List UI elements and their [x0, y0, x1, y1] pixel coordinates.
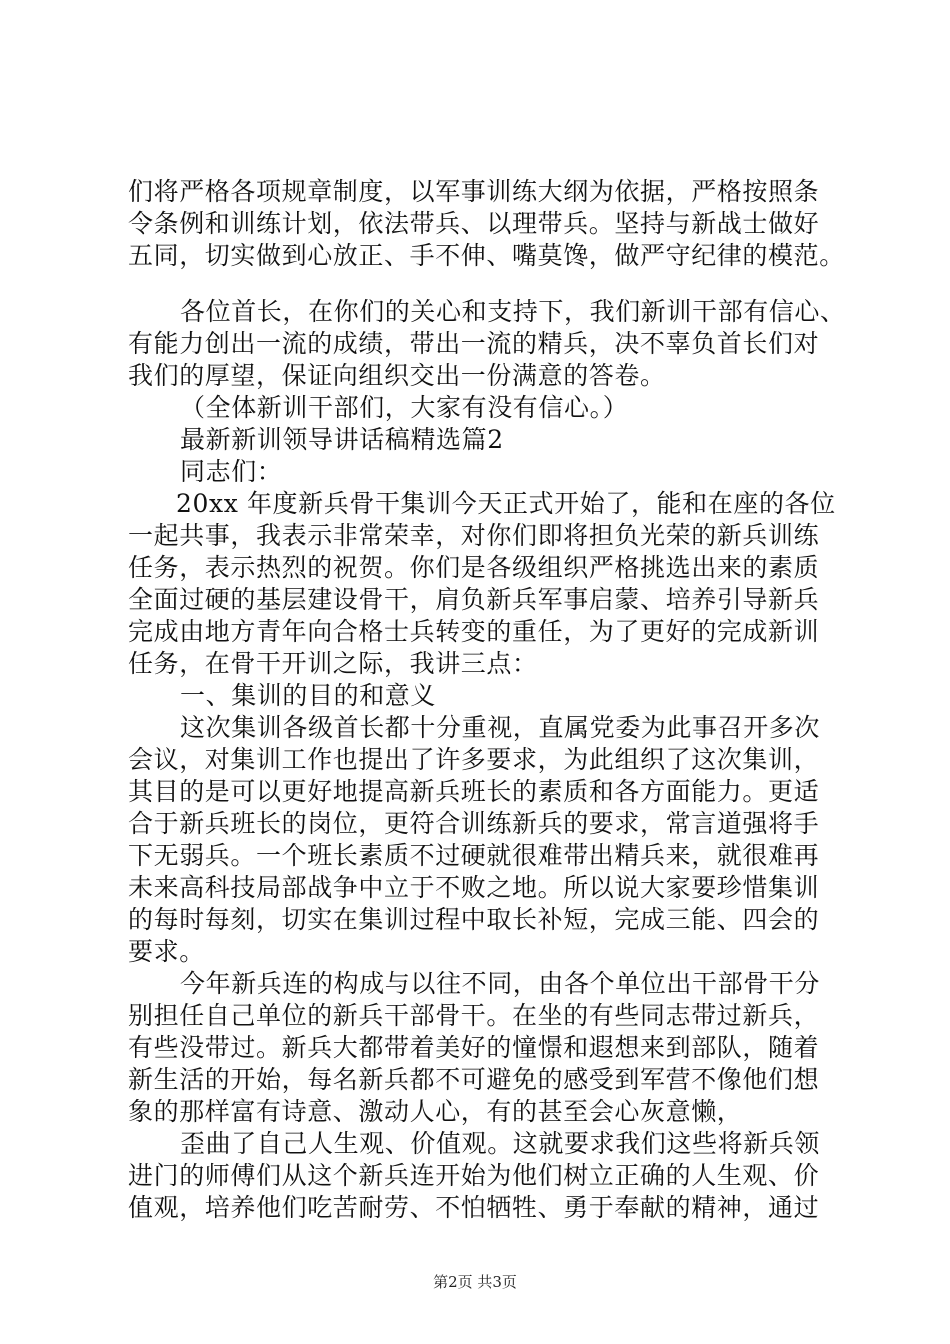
section-heading: 最新新训领导讲话稿精选篇2 — [180, 425, 504, 454]
text-line: （全体新训干部们，大家有没有信心。） — [180, 393, 629, 422]
text-line: 令条例和训练计划，依法带兵、以理带兵。坚持与新战士做好 — [128, 209, 820, 238]
text-line: 任务，表示热烈的祝贺。你们是各级组织严格挑选出来的素质 — [128, 553, 820, 582]
text-line: 歪曲了自己人生观、价值观。这就要求我们这些将新兵领 — [180, 1129, 821, 1158]
text-line: 20xx 年度新兵骨干集训今天正式开始了，能和在座的各位 — [176, 489, 836, 518]
text-line: 要求。 — [128, 937, 205, 966]
text-line: 们将严格各项规章制度，以军事训练大纲为依据，严格按照条 — [128, 177, 820, 206]
text-line: 象的那样富有诗意、激动人心，有的甚至会心灰意懒， — [128, 1097, 743, 1126]
subsection-heading: 一、集训的目的和意义 — [180, 681, 437, 710]
text-line: 会议，对集训工作也提出了许多要求，为此组织了这次集训， — [128, 745, 820, 774]
text-line: 值观，培养他们吃苦耐劳、不怕牺牲、勇于奉献的精神，通过 — [128, 1193, 820, 1222]
text-line: 我们的厚望，保证向组织交出一份满意的答卷。 — [128, 361, 666, 390]
text-line: 这次集训各级首长都十分重视，直属党委为此事召开多次 — [180, 713, 821, 742]
text-line: 今年新兵连的构成与以往不同，由各个单位出干部骨干分 — [180, 969, 821, 998]
text-line: 合于新兵班长的岗位，更符合训练新兵的要求，常言道强将手 — [128, 809, 820, 838]
text-line: 别担任自己单位的新兵干部骨干。在坐的有些同志带过新兵， — [128, 1001, 820, 1030]
text-line: 有能力创出一流的成绩，带出一流的精兵，决不辜负首长们对 — [128, 329, 820, 358]
page-number-footer: 第2页 共3页 — [433, 1273, 517, 1291]
text-line: 新生活的开始，每名新兵都不可避免的感受到军营不像他们想 — [128, 1065, 820, 1094]
text-line: 任务，在骨干开训之际，我讲三点： — [128, 649, 538, 678]
text-line: 其目的是可以更好地提高新兵班长的素质和各方面能力。更适 — [128, 777, 820, 806]
text-line: 未来高科技局部战争中立于不败之地。所以说大家要珍惜集训 — [128, 873, 820, 902]
text-line: 进门的师傅们从这个新兵连开始为他们树立正确的人生观、价 — [128, 1161, 820, 1190]
text-line: 各位首长，在你们的关心和支持下，我们新训干部有信心、 — [180, 297, 846, 326]
text-line: 五同，切实做到心放正、手不伸、嘴莫馋，做严守纪律的模范。 — [128, 241, 845, 270]
text-line: 下无弱兵。一个班长素质不过硬就很难带出精兵来，就很难再 — [128, 841, 820, 870]
text-line: 一起共事，我表示非常荣幸，对你们即将担负光荣的新兵训练 — [128, 521, 820, 550]
text-line: 有些没带过。新兵大都带着美好的憧憬和遐想来到部队，随着 — [128, 1033, 820, 1062]
salutation: 同志们： — [180, 457, 283, 486]
text-line: 完成由地方青年向合格士兵转变的重任，为了更好的完成新训 — [128, 617, 820, 646]
text-line: 全面过硬的基层建设骨干，肩负新兵军事启蒙、培养引导新兵 — [128, 585, 820, 614]
text-line: 的每时每刻，切实在集训过程中取长补短，完成三能、四会的 — [128, 905, 820, 934]
